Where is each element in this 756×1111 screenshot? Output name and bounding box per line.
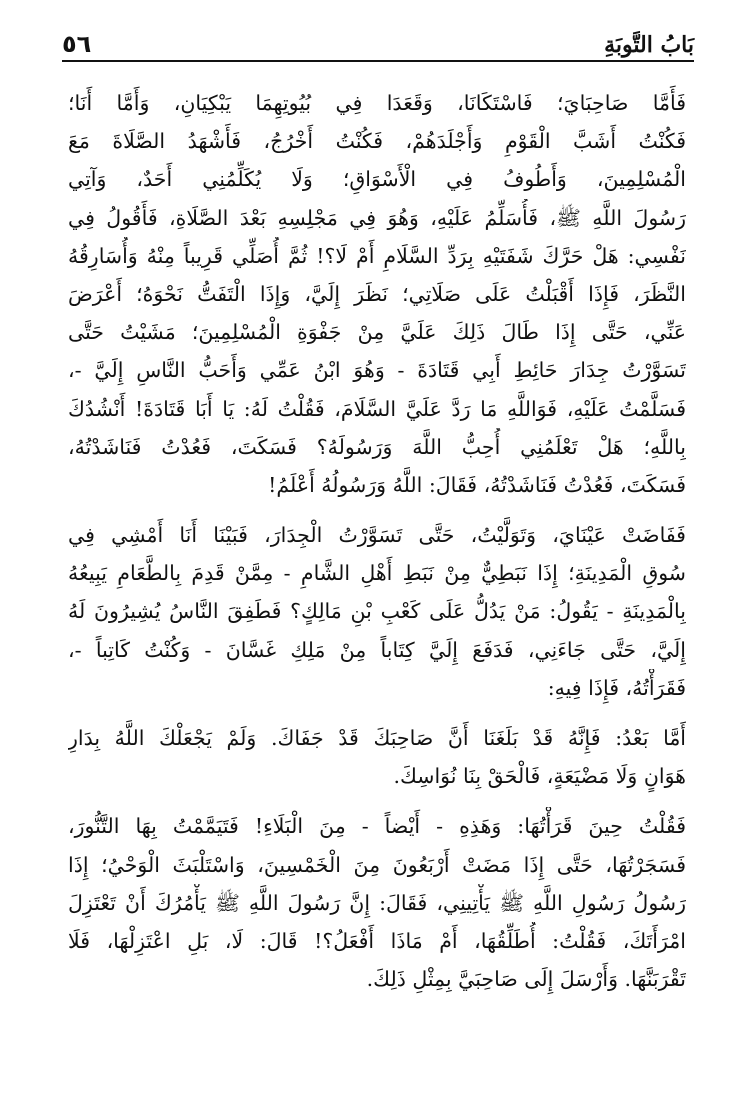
text-line: فَفَاضَتْ عَيْنَايَ، وَتَوَلَّيْتُ، حَتَّى تَسَوَّرْتُ الْجِدَارَ، فَبَيْنَا أَنَا أَمْشِي فِي <box>68 523 686 548</box>
paragraph-3-letter-quote <box>68 719 686 795</box>
paragraph-2 <box>68 516 686 707</box>
text-line: عَنِّي، حَتَّى إِذَا طَالَ ذَلِكَ عَلَيَّ مِنْ جَفْوَةِ الْمُسْلِمِينَ؛ مَشَيْتُ حَتَّى <box>68 320 686 345</box>
paragraph-1 <box>68 84 686 504</box>
text-line: رَسُولَ اللَّهِ ﷺ، فَأُسَلِّمُ عَلَيْهِ، وَهُوَ فِي مَجْلِسِهِ بَعْدَ الصَّلَاةِ، فَأَقُولُ فِي <box>68 205 686 230</box>
paragraph-gap <box>68 504 686 516</box>
text-line: فَسَلَّمْتُ عَلَيْهِ، فَوَاللَّهِ مَا رَدَّ عَلَيَّ السَّلَامَ، فَقُلْتُ لَهُ: يَا أَبَا قَتَادَةَ! أَنْشُدُكَ <box>68 396 686 421</box>
page-number: ٥٦ <box>62 30 92 58</box>
text-line: فَكُنْتُ أَشَبَّ الْقَوْمِ وَأَجْلَدَهُمْ، فَكُنْتُ أَخْرُجُ، فَأَشْهَدُ الصَّلَاةَ مَعَ <box>68 129 686 154</box>
text-line: أَمَّا بَعْدُ: فَإِنَّهُ قَدْ بَلَغَنَا أَنَّ صَاحِبَكَ قَدْ جَفَاكَ. وَلَمْ يَجْعَلْكَ اللَّهُ بِدَارِ <box>68 726 686 750</box>
chapter-title: بَابُ التَّوبَةِ <box>604 32 694 58</box>
text-line: فَأَمَّا صَاحِبَايَ؛ فَاسْتَكَانَا، وَقَعَدَا فِي بُيُوتِهِمَا يَبْكِيَانِ، وَأَمَّا أَنَا؛ <box>68 91 686 115</box>
text-line: بِالْمَدِينَةِ - يَقُولُ: مَنْ يَدُلُّ عَلَى كَعْبِ بْنِ مَالِكٍ؟ فَطَفِقَ النَّاسُ يُشِيرُونَ لَهُ <box>68 599 686 624</box>
paragraph-4 <box>68 807 686 998</box>
text-line: نَفْسِي: هَلْ حَرَّكَ شَفَتَيْهِ بِرَدِّ السَّلَامِ أَمْ لَا؟! ثُمَّ أُصَلِّي قَرِيباً مِنْهُ وَأُسَارِقُهُ <box>68 243 686 268</box>
text-line: النَّظَرَ، فَإِذَا أَقْبَلْتُ عَلَى صَلَاتِي؛ نَظَرَ إِلَيَّ، وَإِذَا الْتَفَتُّ نَحْوَهُ؛ أَعْرَضَ <box>68 281 686 306</box>
text-line: إِلَيَّ، حَتَّى جَاءَنِي، فَدَفَعَ إِلَيَّ كِتَاباً مِنْ مَلِكِ غَسَّانَ - وَكُنْتُ كَاتِباً -، <box>68 637 686 662</box>
text-line: تَقْرَبَنَّهَا. وَأَرْسَلَ إِلَى صَاحِبَيَّ بِمِثْلِ ذَلِكَ. <box>366 967 686 992</box>
paragraph-gap <box>68 795 686 807</box>
text-line: فَسَجَرْتُهَا، حَتَّى إِذَا مَضَتْ أَرْبَعُونَ مِنَ الْخَمْسِينَ، وَاسْتَلْبَثَ الْوَحْيُ؛ إِذَا <box>68 852 686 877</box>
text-line: امْرَأَتَكَ، فَقُلْتُ: أُطَلِّقُهَا، أَمْ مَاذَا أَفْعَلُ؟! قَالَ: لَا، بَلِ اعْتَزِلْهَا، فَلَا <box>68 928 686 953</box>
text-line: الْمُسْلِمِينَ، وَأَطُوفُ فِي الْأَسْوَاقِ؛ وَلَا يُكَلِّمُنِي أَحَدٌ، وَآتِي <box>68 167 686 192</box>
text-line: فَقَرَأْتُهُ، فَإِذَا فِيهِ: <box>547 675 686 700</box>
page-body <box>68 84 686 998</box>
text-line: بِاللَّهِ؛ هَلْ تَعْلَمُنِي أُحِبُّ اللَّهَ وَرَسُولَهُ؟ فَسَكَتَ، فَعُدْتُ فَنَاشَدْتُهُ، <box>68 434 686 459</box>
text-line: هَوَانٍ وَلَا مَضْيَعَةٍ، فَالْحَقْ بِنَا نُوَاسِكَ. <box>393 764 686 789</box>
paragraph-gap <box>68 707 686 719</box>
text-line: فَسَكَتَ، فَعُدْتُ فَنَاشَدْتُهُ، فَقَالَ: اللَّهُ وَرَسُولُهُ أَعْلَمُ! <box>268 472 686 497</box>
text-line: رَسُولُ رَسُولِ اللَّهِ ﷺ يَأْتِينِي، فَقَالَ: إِنَّ رَسُولَ اللَّهِ ﷺ يَأْمُرُكَ أَنْ تَعْتَزِلَ <box>68 890 686 915</box>
text-line: سُوقِ الْمَدِينَةِ؛ إِذَا نَبَطِيٌّ مِنْ نَبَطِ أَهْلِ الشَّامِ - مِمَّنْ قَدِمَ بِالطَّعَامِ يَبِيعُهُ <box>68 561 686 586</box>
header-rule <box>62 60 694 62</box>
text-line: فَقُلْتُ حِينَ قَرَأْتُهَا: وَهَذِهِ - أَيْضاً - مِنَ الْبَلَاءِ! فَتَيَمَّمْتُ بِهَا التَّنُّورَ، <box>68 814 686 839</box>
text-line: تَسَوَّرْتُ جِدَارَ حَائِطِ أَبِي قَتَادَةَ - وَهُوَ ابْنُ عَمِّي وَأَحَبُّ النَّاسِ إِلَيَّ -، <box>68 358 686 383</box>
page-header <box>62 22 694 56</box>
